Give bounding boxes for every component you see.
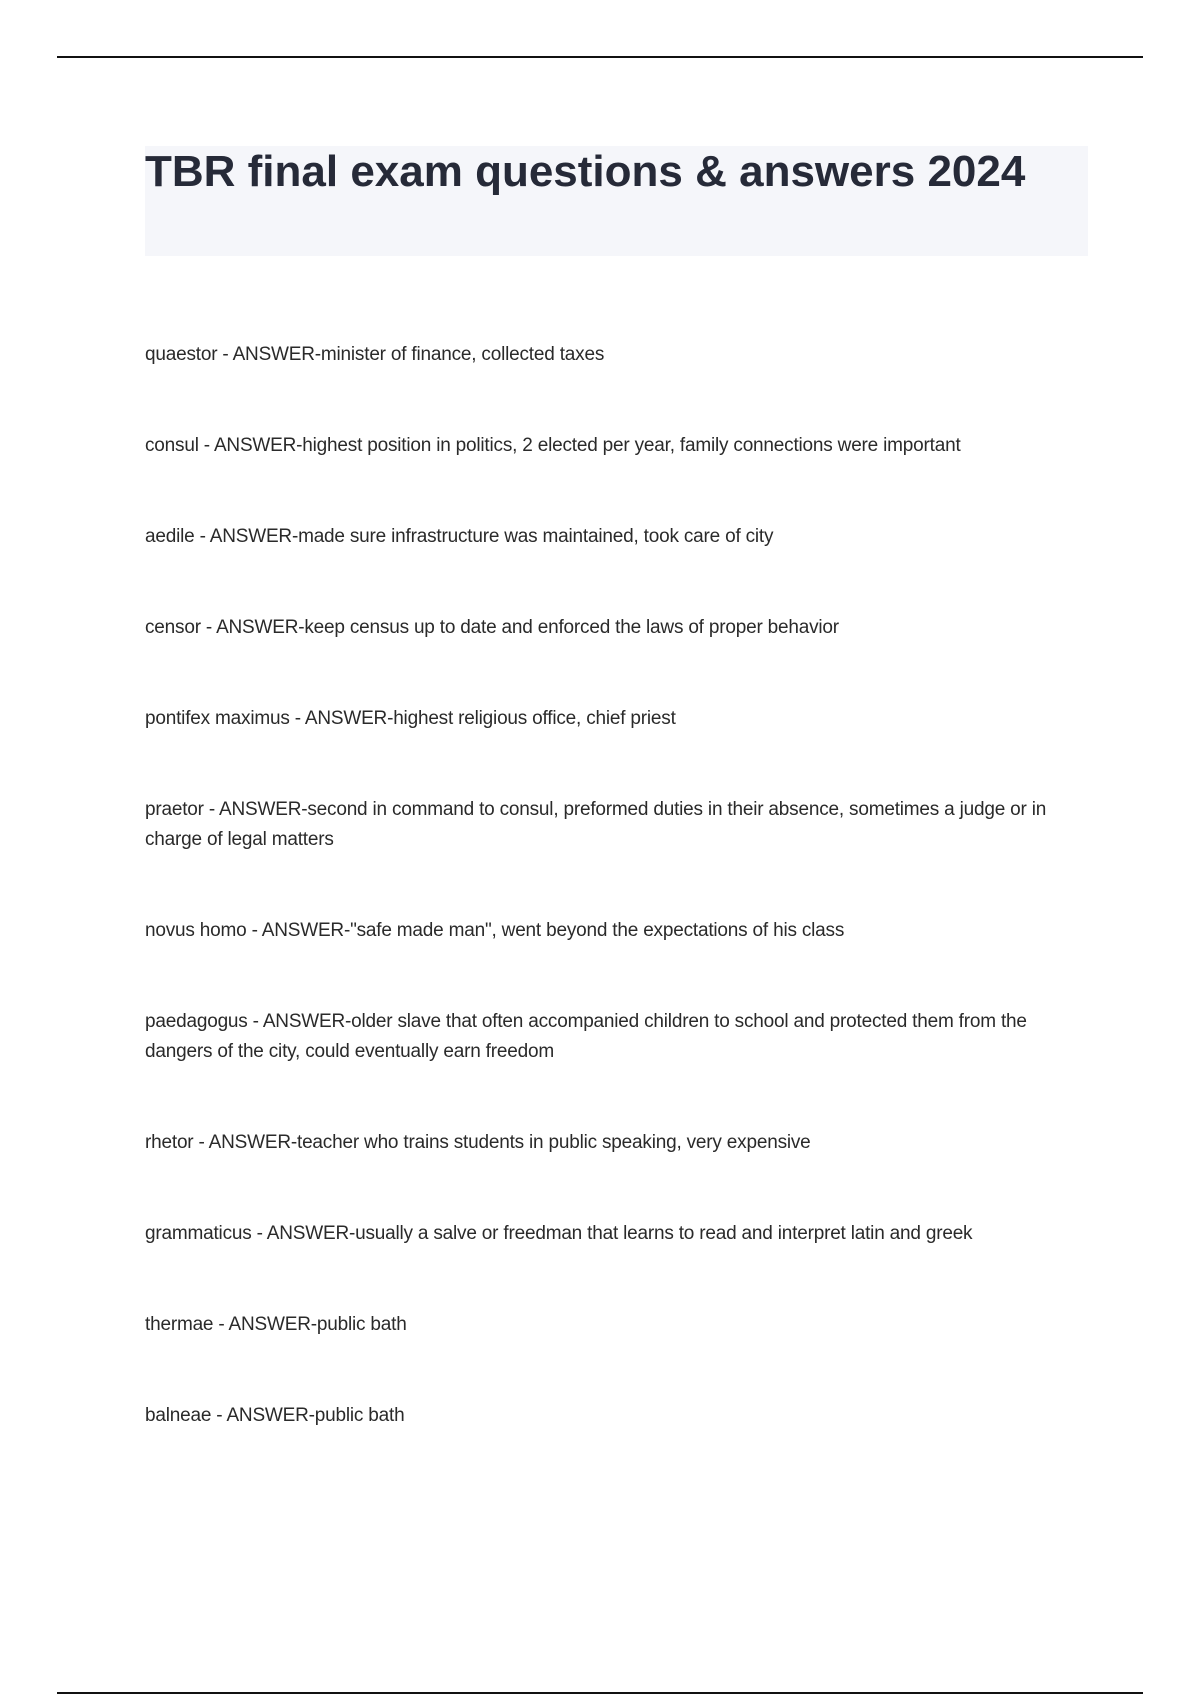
qa-list [145,340,1085,1492]
qa-entry-thermae: thermae - ANSWER-public bath [145,1314,407,1335]
qa-entry-aedile: aedile - ANSWER-made sure infrastructure was maintained, took care of city [145,526,774,547]
qa-entry-quaestor: quaestor - ANSWER-minister of finance, collected taxes [145,344,605,365]
qa-entry-praetor: praetor - ANSWER-second in command to consul, preformed duties in their absence, sometimes a judge or in charge of legal matters [145,799,1047,850]
top-rule [57,56,1143,58]
qa-entry-censor: censor - ANSWER-keep census up to date and enforced the laws of proper behavior [145,617,839,638]
qa-entry-rhetor: rhetor - ANSWER-teacher who trains students in public speaking, very expensive [145,1132,811,1153]
bottom-rule [57,1692,1143,1694]
qa-entry-pontifex-maximus: pontifex maximus - ANSWER-highest religious office, chief priest [145,708,676,729]
qa-entry-novus-homo: novus homo - ANSWER-"safe made man", went beyond the expectations of his class [145,920,845,941]
qa-entry-paedagogus: paedagogus - ANSWER-older slave that often accompanied children to school and protected them from the dangers of the city, could eventually earn freedom [145,1011,1027,1062]
qa-entry-balneae: balneae - ANSWER-public bath [145,1405,405,1426]
qa-entry-grammaticus: grammaticus - ANSWER-usually a salve or freedman that learns to read and interpret latin and greek [145,1223,973,1244]
qa-entry-consul: consul - ANSWER-highest position in politics, 2 elected per year, family connections were important [145,435,961,456]
page-title: TBR final exam questions & answers 2024 [145,147,1026,196]
